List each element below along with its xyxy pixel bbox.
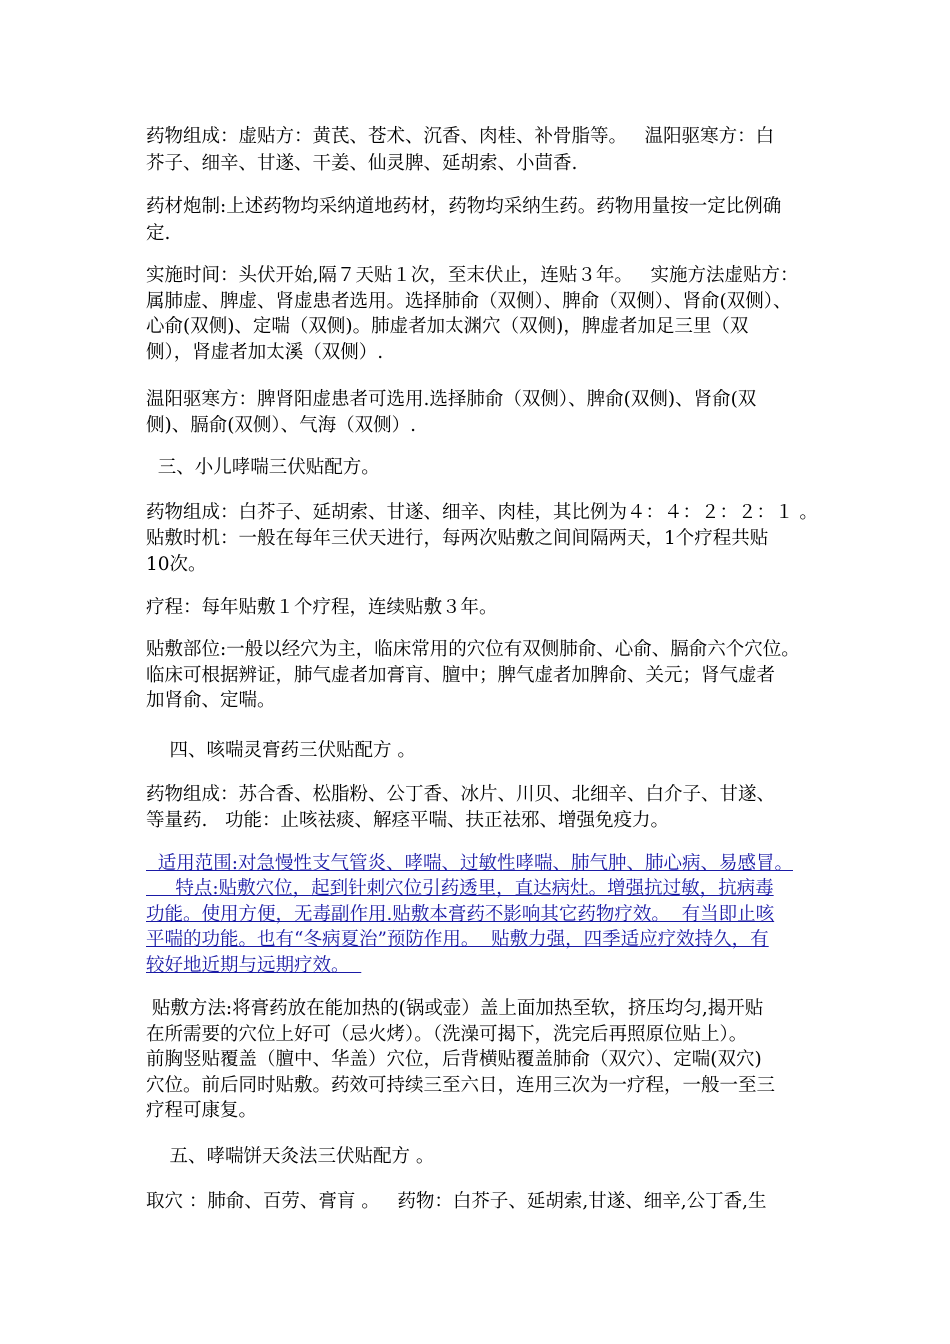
- text-line: 药物组成：白芥子、延胡索、甘遂、细辛、肉桂，其比例为４：４：２：２：１ 。: [146, 502, 818, 523]
- text-line: 临床可根据辨证，肺气虚者加膏肓、膻中；脾气虚者加脾俞、关元；肾气虚者: [146, 665, 776, 686]
- text-line: 前胸竖贴覆盖（膻中、华盖）穴位，后背横贴覆盖肺俞（双穴）、定喘(双穴): [146, 1049, 762, 1070]
- text-line: 温阳驱寒方：脾肾阳虚患者可选用.选择肺俞（双侧）、脾俞(双侧)、肾俞(双: [146, 389, 757, 410]
- text-line: 疗程：每年贴敷１个疗程，连续贴敷３年。: [146, 597, 498, 618]
- text-line: 加肾俞、定喘。: [146, 690, 276, 711]
- text-line: 药材炮制:上述药物均采纳道地药材，药物均采纳生药。药物用量按一定比例确: [146, 196, 782, 217]
- hyperlink-line[interactable]: 适用范围:对急慢性支气管炎、哮喘、过敏性哮喘、肺气肿、肺心病、易感冒。: [146, 853, 793, 874]
- section-heading: 四、咳喘灵膏药三伏贴配方 。: [146, 740, 416, 761]
- text-line: 心俞(双侧)、定喘（双侧)。肺虚者加太渊穴（双侧)，脾虚者加足三里（双: [146, 316, 749, 337]
- text-line: 药物组成：苏合香、松脂粉、公丁香、冰片、川贝、北细辛、白介子、甘遂、: [146, 784, 776, 805]
- text-line: 侧），肾虚者加太溪（双侧）.: [146, 342, 384, 363]
- text-line: 定.: [146, 223, 171, 244]
- text-line: 取穴 ：肺俞、百劳、膏肓 。 药物：白芥子、延胡索,甘遂、细辛,公丁香,生: [146, 1191, 767, 1212]
- hyperlink-line[interactable]: 特点:贴敷穴位，起到针刺穴位引药透里，直达病灶。增强抗过敏，抗病毒: [146, 878, 774, 899]
- text-line: 10次。: [146, 554, 207, 575]
- text-line: 疗程可康复。: [146, 1100, 258, 1121]
- hyperlink-line[interactable]: 功能。使用方便，无毒副作用.贴敷本膏药不影响其它药物疗效。 有当即止咳: [146, 904, 775, 925]
- text-line: 穴位。前后同时贴敷。药效可持续三至六日，连用三次为一疗程，一般一至三: [146, 1075, 776, 1096]
- text-line: 贴敷部位:一般以经穴为主，临床常用的穴位有双侧肺俞、心俞、膈俞六个穴位。: [146, 639, 800, 660]
- text-line: 属肺虚、脾虚、肾虚患者选用。选择肺俞（双侧）、脾俞（双侧）、肾俞(双侧）、: [146, 291, 792, 312]
- hyperlink-line[interactable]: 平喘的功能。也有“冬病夏治”预防作用。 贴敷力强，四季适应疗效持久，有: [146, 929, 769, 950]
- section-heading: 三、小儿哮喘三伏贴配方。: [146, 457, 380, 478]
- text-line: 等量药. 功能：止咳祛痰、解痉平喘、扶正祛邪、增强免疫力。: [146, 810, 670, 831]
- text-line: 药物组成：虚贴方：黄芪、苍术、沉香、肉桂、补骨脂等。 温阳驱寒方：白: [146, 126, 775, 147]
- section-heading: 五、哮喘饼天灸法三伏贴配方 。: [146, 1146, 435, 1167]
- text-line: 侧)、膈俞(双侧）、气海（双侧）.: [146, 415, 417, 436]
- text-line: 贴敷时机：一般在每年三伏天进行，每两次贴敷之间间隔两天，1个疗程共贴: [146, 528, 769, 549]
- hyperlink-line[interactable]: 较好地近期与远期疗效。: [146, 955, 362, 976]
- text-line: 实施时间：头伏开始,隔７天贴１次，至末伏止，连贴３年。 实施方法虚贴方：: [146, 265, 799, 286]
- text-line: 芥子、细辛、甘遂、干姜、仙灵脾、延胡索、小茴香.: [146, 153, 578, 174]
- text-line: 在所需要的穴位上好可（忌火烤）。（洗澡可揭下，洗完后再照原位贴上）。: [146, 1024, 748, 1045]
- text-line: 贴敷方法:将膏药放在能加热的(锅或壶）盖上面加热至软，挤压均匀,揭开贴: [146, 998, 764, 1019]
